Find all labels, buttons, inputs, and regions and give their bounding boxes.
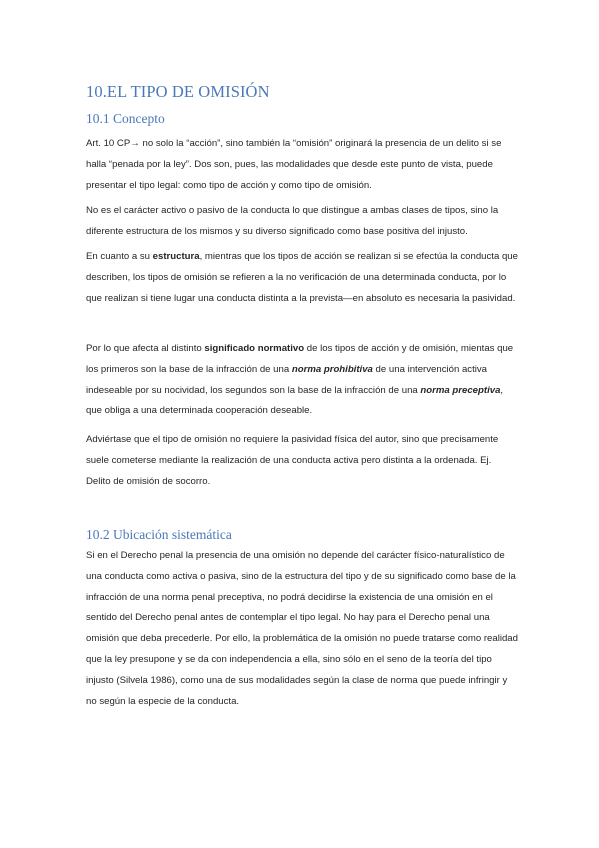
text-run: de una intervención activa indeseable por su nocividad, los segundos son la base de la infracción de una <box>86 363 488 396</box>
text-run: , mientras que los tipos de acción se realizan si se efectúa la conducta que describen, los tipos de omisión se refieren a la no verificación de una determinada conducta, por lo que realizan si tiene lugar una conducta distinta a la prevista—en absoluto es necesaria la pasividad. <box>86 251 518 304</box>
term-norma-prohibitiva: norma prohibitiva <box>291 363 373 375</box>
bold-term-significado: significado normativo <box>204 343 305 354</box>
text-run: , que obliga a una determinada cooperación deseable. <box>86 384 504 417</box>
paragraph-caracter: No es el carácter activo o pasivo de la conducta lo que distingue a ambas clases de tipos, sino la diferente estructura de los mismos y su diverso significado como base positiva del injusto. <box>86 205 499 237</box>
chapter-heading: 10.EL TIPO DE OMISIÓN <box>86 82 270 101</box>
bold-term-estructura: estructura <box>152 251 200 262</box>
paragraph-advertencia: Adviértase que el tipo de omisión no requiere la pasividad física del autor, sino que precisamente suele cometerse mediante la realización de una conducta activa pero distinta a la ordenada. Ej. Delito de omisión de socorro. <box>86 434 499 487</box>
paragraph-estructura <box>86 247 518 309</box>
text-run: En cuanto a su <box>86 251 153 262</box>
term-norma-preceptiva: norma preceptiva <box>420 384 501 396</box>
paragraph-art10: Art. 10 CP→ no solo la “acción”, sino también la “omisión” originará la presencia de un delito si se halla “penada por la ley”. Dos son, pues, las modalidades que desde este punto de vista, puede presentar el tipo legal: como tipo de acción y como tipo de omisión. <box>86 138 502 191</box>
text-run: de los tipos de acción y de omisión, mientas que los primeros son la base de la infracción de una <box>86 343 514 375</box>
text-run: Por lo que afecta al distinto <box>86 343 205 354</box>
section-title-ubicacion: 10.2 Ubicación sistemática <box>86 527 232 542</box>
section-title-concepto: 10.1 Concepto <box>86 111 165 126</box>
paragraph-significado <box>86 339 518 422</box>
paragraph-ubicacion: Si en el Derecho penal la presencia de una omisión no depende del carácter físico-naturalístico de una conducta como activa o pasiva, sino de la estructura del tipo y de su significado como base de la infracción de una norma penal preceptiva, no podrá decidirse la existencia de una omisión en el sentido del Derecho penal antes de contemplar el tipo legal. No hay para el Derecho penal una omisión que deba precederle. Por ello, la problemática de la omisión no puede tratarse como realidad que la ley presupone y se da con independencia a ella, sino sólo en el seno de la teoría del tipo injusto (Silvela 1986), como una de sus modalidades según la clase de norma que puede infringir y no según la especie de la conducta. <box>86 550 518 707</box>
